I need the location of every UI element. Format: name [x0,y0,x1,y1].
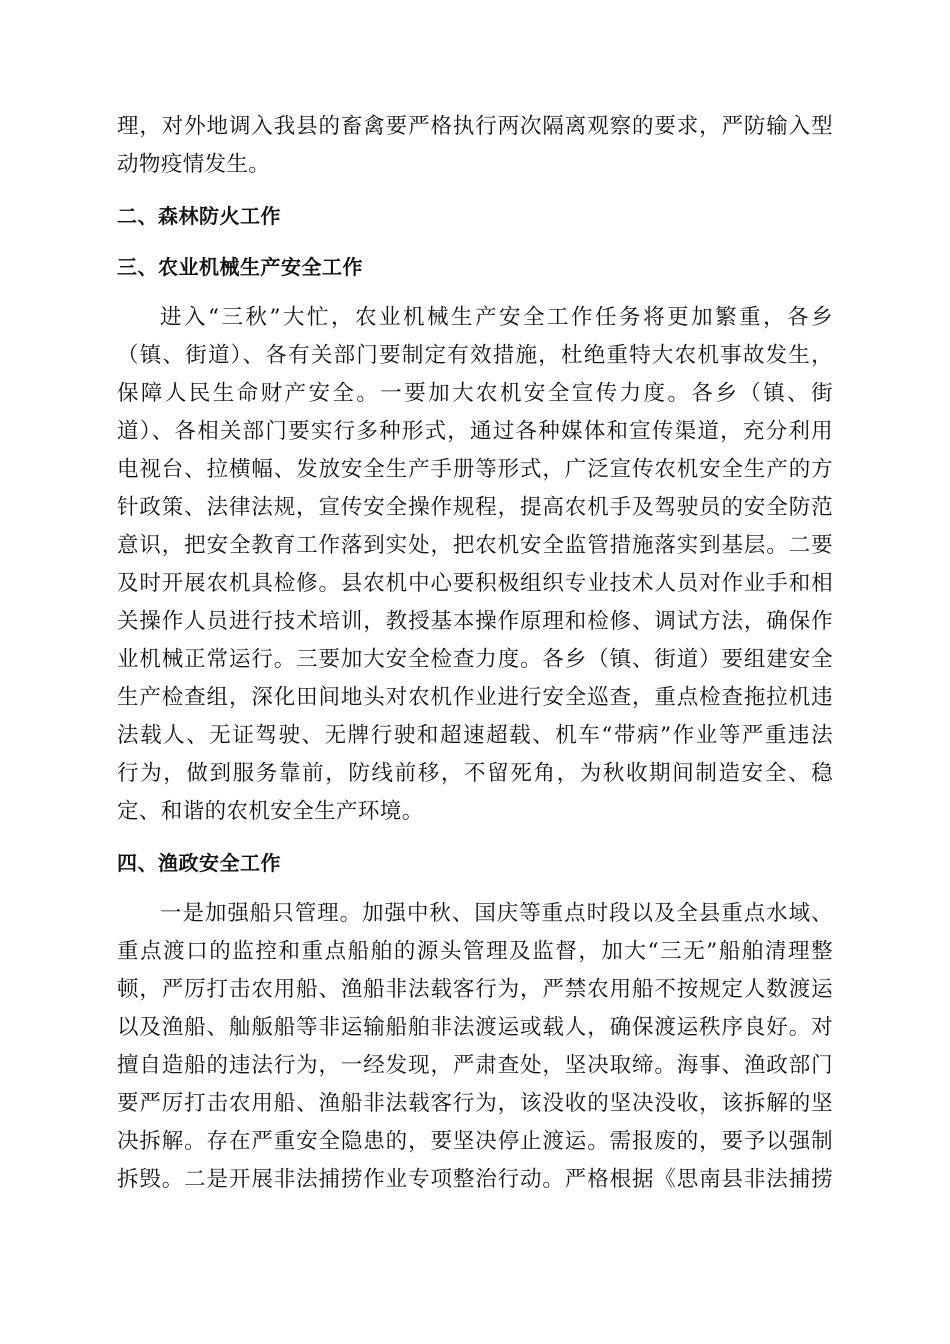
text-line: 道）、各相关部门要实行多种形式，通过各种媒体和宣传渠道，充分利用 [117,419,833,444]
text-line: 生产检查组，深化田间地头对农机作业进行安全巡查，重点检查拖拉机违 [117,685,833,710]
text-line: 保障人民生命财产安全。一要加大农机安全宣传力度。各乡（镇、街 [117,381,833,406]
text-line: 擅自造船的违法行为，一经发现，严肃查处，坚决取缔。海事、渔政部门 [117,1053,833,1078]
text-line: 及时开展农机具检修。县农机中心要积极组织专业技术人员对作业手和相 [117,571,833,596]
text-line: 针政策、法律法规，宣传安全操作规程，提高农机手及驾驶员的安全防范 [117,495,833,520]
text-line: 理，对外地调入我县的畜禽要严格执行两次隔离观察的要求，严防输入型 [117,114,833,139]
text-line: （镇、街道）、各有关部门要制定有效措施，杜绝重特大农机事故发生， [117,343,833,368]
text-line: 决拆解。存在严重安全隐患的，要坚决停止渡运。需报废的，要予以强制 [117,1129,833,1154]
text-line: 电视台、拉横幅、发放安全生产手册等形式，广泛宣传农机安全生产的方 [117,457,833,482]
paragraph-agri-machinery [117,299,833,831]
text-line: 法载人、无证驾驶、无牌行驶和超速超载、机车“带病”作业等严重违法 [117,723,833,748]
text-line: 以及渔船、舢舨船等非运输船舶非法渡运或载人，确保渡运秩序良好。对 [117,1015,833,1040]
document-page [117,108,833,1199]
text-line: 拆毁。二是开展非法捕捞作业专项整治行动。严格根据《思南县非法捕捞 [117,1167,833,1192]
paragraph-fishery [117,895,833,1199]
text-line: 行为，做到服务靠前，防线前移，不留死角，为秋收期间制造安全、稳 [117,761,833,786]
text-line: 一是加强船只管理。加强中秋、国庆等重点时段以及全县重点水域、 [160,901,833,926]
section-heading-agri-machinery: 三、农业机械生产安全工作 [117,255,363,279]
section-heading-forest-fire: 二、森林防火工作 [117,204,281,228]
text-line: 顿，严厉打击农用船、渔船非法载客行为，严禁农用船不按规定人数渡运 [117,977,833,1002]
section-heading-fishery: 四、渔政安全工作 [117,851,281,875]
text-line: 进入“三秋”大忙，农业机械生产安全工作任务将更加繁重，各乡 [160,305,833,330]
text-line: 意识，把安全教育工作落到实处，把农机安全监管措施落实到基层。二要 [117,533,833,558]
text-line: 定、和谐的农机安全生产环境。 [117,799,424,824]
text-line: 关操作人员进行技术培训，教授基本操作原理和检修、调试方法，确保作 [117,609,833,634]
text-line: 业机械正常运行。三要加大安全检查力度。各乡（镇、街道）要组建安全 [117,647,833,672]
text-line: 动物疫情发生。 [117,152,271,177]
intro-paragraph [117,108,833,184]
text-line: 重点渡口的监控和重点船舶的源头管理及监督，加大“三无”船舶清理整 [117,939,833,964]
text-line: 要严厉打击农用船、渔船非法载客行为，该没收的坚决没收，该拆解的坚 [117,1091,833,1116]
